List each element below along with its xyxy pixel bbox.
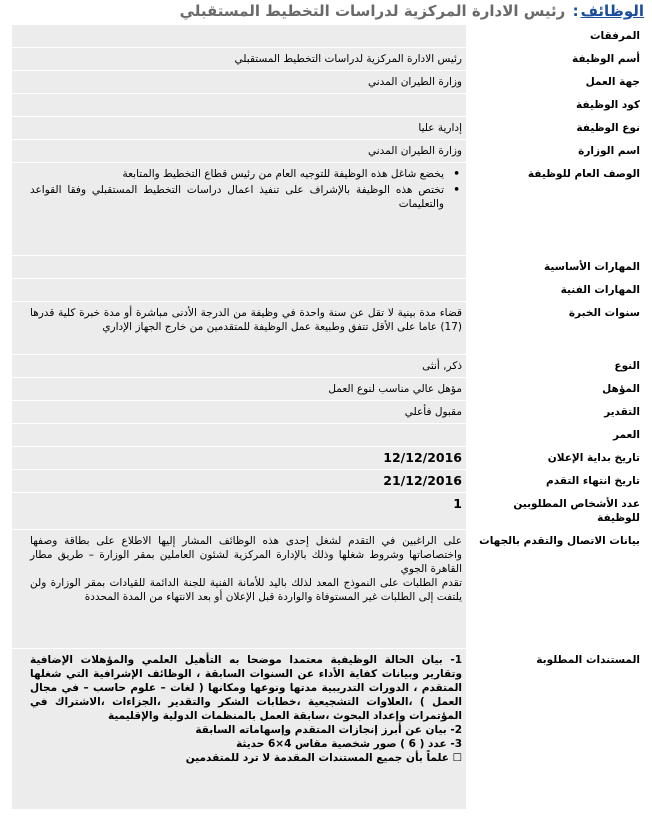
- value-grade: مقبول فأعلي: [12, 401, 466, 423]
- label-technical-skills: المهارات الفنية: [466, 279, 644, 301]
- value-experience: [12, 302, 466, 354]
- label-job-type: نوع الوظيفة: [466, 117, 644, 139]
- row-positions: [12, 493, 644, 529]
- jobs-link[interactable]: الوظائف: [580, 2, 644, 20]
- job-title-heading: رئيس الادارة المركزية لدراسات التخطيط المستقبلي: [179, 2, 566, 20]
- label-job-code: كود الوظيفة: [466, 94, 644, 116]
- row-job-name: [12, 48, 644, 70]
- value-apply-end: 21/12/2016: [12, 470, 466, 492]
- document-item: 1- بيان الحالة الوظيفية معتمدا موضحا به التأهيل العلمي والمؤهلات الإضافية وتقارير وبيانات كفاية الأداء عن السنوات السابقة ، الوظائف الإشرافية التي شغلها المتقدم ، الدورات التدريبية مدتها ونوعها ومكانها ( لغات – علوم حاسب – في مجال العمل ) ،العلاوات التشجيعية ،خطابات الشكر والتقدير ،الجزاءات ،الاشتراك في المؤتمرات وإعداد البحوث ،سابقة العمل بالمنظمات الدولية والإقليمية: [30, 654, 462, 722]
- label-qualification: المؤهل: [466, 378, 644, 400]
- value-qualification: مؤهل عالي مناسب لنوع العمل: [12, 378, 466, 400]
- row-job-code: [12, 94, 644, 116]
- value-description: [12, 163, 466, 255]
- documents-block: [30, 653, 462, 765]
- label-contact: بيانات الاتصال والتقدم بالجهات: [466, 530, 644, 648]
- document-item: 3- عدد ( 6 ) صور شخصية مقاس 4×6 حديثة: [236, 738, 462, 750]
- value-employer: وزارة الطيران المدني: [12, 71, 466, 93]
- value-job-name: رئيس الادارة المركزية لدراسات التخطيط المستقبلي: [12, 48, 466, 70]
- page-title: [8, 2, 644, 22]
- value-basic-skills: [12, 256, 466, 278]
- label-documents: المستندات المطلوبة: [466, 649, 644, 809]
- description-item: • تختص هذه الوظيفة بالإشراف على تنفيذ اعمال دراسات التخطيط المستقبلي وفقا القواعد والتعليمات: [30, 183, 446, 211]
- value-documents: [12, 649, 466, 809]
- title-separator: :: [572, 2, 579, 20]
- value-positions: 1: [12, 493, 466, 529]
- value-age: [12, 424, 466, 446]
- row-technical-skills: [12, 279, 644, 301]
- label-age: العمر: [466, 424, 644, 446]
- label-grade: التقدير: [466, 401, 644, 423]
- value-attachments: [12, 25, 466, 47]
- row-experience: [12, 302, 644, 354]
- row-ministry: [12, 140, 644, 162]
- row-qualification: [12, 378, 644, 400]
- document-note: ☐ علماً بأن جميع المستندات المقدمة لا ترد للمتقدمين: [185, 752, 462, 764]
- row-basic-skills: [12, 256, 644, 278]
- row-contact: [12, 530, 644, 648]
- label-description: الوصف العام للوظيفة: [466, 163, 644, 255]
- row-job-type: [12, 117, 644, 139]
- label-experience: سنوات الخبرة: [466, 302, 644, 354]
- row-announce-start: [12, 447, 644, 469]
- experience-text: قضاء مدة بينية لا تقل عن سنة واحدة في وظيفة من الدرجة الأدنى مباشرة أو مدة خبرة كلية قدرها (17) عاما على الأقل تتفق وطبيعة عمل الوظيفة للمتقدمين من خارج الجهاز الإداري: [30, 307, 462, 333]
- label-basic-skills: المهارات الأساسية: [466, 256, 644, 278]
- value-announce-start: 12/12/2016: [12, 447, 466, 469]
- description-item: • يخضع شاغل هذه الوظيفة للتوجيه العام من رئيس قطاع التخطيط والمتابعة: [30, 167, 446, 181]
- row-attachments: [12, 25, 644, 47]
- contact-paragraph: على الراغبين في التقدم لشغل إحدى هذه الوظائف المشار إليها الاطلاع على بطاقة وصفها واختصاصاتها وشروط شغلها وذلك بالإدارة المركزية لشئون العاملين بمقر الوزارة – طريق مطار القاهرة الجوي: [30, 535, 462, 575]
- value-job-code: [12, 94, 466, 116]
- row-employer: [12, 71, 644, 93]
- row-description: [12, 163, 644, 255]
- row-apply-end: [12, 470, 644, 492]
- label-attachments: المرفقات: [466, 25, 644, 47]
- row-age: [12, 424, 644, 446]
- value-gender: ذكر, أنثى: [12, 355, 466, 377]
- label-ministry: اسم الوزارة: [466, 140, 644, 162]
- label-apply-end: تاريخ انتهاء التقدم: [466, 470, 644, 492]
- value-job-type: إدارية عليا: [12, 117, 466, 139]
- label-employer: جهة العمل: [466, 71, 644, 93]
- label-job-name: أسم الوظيفة: [466, 48, 644, 70]
- job-details-table: [12, 24, 644, 810]
- row-gender: [12, 355, 644, 377]
- label-gender: النوع: [466, 355, 644, 377]
- label-positions: عدد الأشخاص المطلوبين للوظيفة: [466, 493, 644, 529]
- value-ministry: وزارة الطيران المدني: [12, 140, 466, 162]
- value-contact: [12, 530, 466, 648]
- description-list: [30, 167, 462, 211]
- value-technical-skills: [12, 279, 466, 301]
- row-grade: [12, 401, 644, 423]
- contact-paragraph: تقدم الطلبات على النموذج المعد لذلك باليد للأمانة الفنية للجنة الدائمة للقيادات بمقر الوزارة ولن يلتفت إلى الطلبات غير المستوفاة والواردة قبل الإعلان أو بعد الانتهاء من المدة المحددة: [30, 577, 462, 603]
- row-documents: [12, 649, 644, 809]
- label-announce-start: تاريخ بداية الإعلان: [466, 447, 644, 469]
- document-item: 2- بيان عن أبرز إنجازات المتقدم وإسهاماته السابقة: [195, 724, 462, 736]
